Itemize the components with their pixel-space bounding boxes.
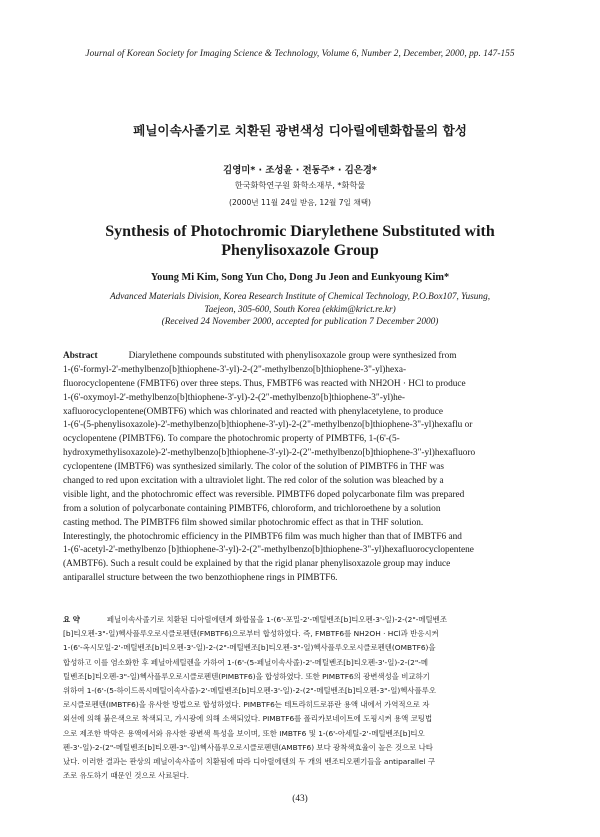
title-korean: 페닐이속사졸기로 치환된 광변색성 디아릴에텐화합물의 합성 xyxy=(133,123,467,138)
journal-header: Journal of Korean Society for Imaging Science & Technology, Volume 6, Number 2, December, 2000, pp. 147-155 xyxy=(85,49,515,59)
korean-abstract-line: 틸벤조[b]티오펜-3"-일)헥사플루오로시클로펜텐(PIMBTF6)을 합성하였다. 또한 PIMBTF6의 광변색성을 비교하기 xyxy=(63,671,430,681)
affiliation-line: Taejeon, 305-600, South Korea (ekkim@krict.re.kr) xyxy=(204,304,396,315)
abstract-line: casting method. The PIMBTF6 film showed similar photochromic effect as that in THF solution. xyxy=(63,517,424,528)
affiliation-english xyxy=(0,291,600,329)
abstract-line: xafluorocyclopentene(OMBTF6) which was chlorinated and reacted with phenylacetylene, to produce xyxy=(63,406,444,417)
abstract-line: 1-(6'-(5-phenylisoxazole)-2'-methylbenzo[b]thiophene-3'-yl)-2-(2"-methylbenzo[b]thiophene-3"-yl)hexaflu or xyxy=(63,420,473,431)
korean-abstract-line: 으로 제조한 박막은 용액에서와 유사한 광변색 특성을 보이며, 또한 IMBTF6 및 1-(6'-아세틸-2'-메틸벤조[b]티오 xyxy=(63,728,425,738)
abstract-line: from a solution of polycarbonate containing PIMBTF6, chloroform, and trichloroethene by a solution xyxy=(63,503,441,514)
korean-abstract-line-text: 페닐이속사졸기로 치환된 디아릴에텐계 화합물을 1-(6'-포밀-2'-메틸벤조[b]티오펜-3'-일)-2-(2"-메틸벤조 xyxy=(106,615,447,624)
korean-abstract-section xyxy=(63,613,538,783)
title-english xyxy=(0,222,600,260)
abstract-line: fluorocyclopentene (FMBTF6) over three steps. Thus, FMBTF6 was reacted with NH2OH · HCl to produce xyxy=(63,378,466,389)
abstract-line: hydroxymethylisoxazole)-2'-methylbenzo[b]thiophene-3'-yl)-2-(2"-methylbenzo[b]thiophene-3"-yl)hexafluoro xyxy=(63,448,476,459)
received-date-english: (Received 24 November 2000, accepted for publication 7 December 2000) xyxy=(161,317,439,328)
abstract-line: cyclopentene (IMBTF6) was synthesized similarly. The color of the solution of PIMBTF6 in THF was xyxy=(63,462,444,473)
korean-abstract-line: 외선에 의해 붉은색으로 착색되고, 가시광에 의해 소색되었다. PIMBTF6를 폴리카보네이트에 도핑시켜 용액 코팅법 xyxy=(63,714,433,724)
abstract-line: Interestingly, the photochromic efficiency in the PIMBTF6 film was much higher than that of IMBTF6 and xyxy=(63,531,462,542)
yoyak-label: 요 약 xyxy=(63,615,80,624)
korean-abstract-line: 로시클로펜텐(IMBTF6)을 유사한 방법으로 합성하였다. PIMBTF6는 테트라히드로퓨란 용액 내에서 가역적으로 자 xyxy=(63,700,430,710)
abstract-line: antiparallel structure between the two benzothiophene rings in PIMBTF6. xyxy=(63,573,338,584)
korean-abstract-line: 펜-3'-일)-2-(2"-메틸벤조[b]티오펜-3"-일)헥사플루오로시클로펜텐(AMBTF6) 보다 광착색효율이 높은 것으로 나타 xyxy=(63,742,433,752)
korean-abstract-line xyxy=(63,613,538,627)
abstract-line: 1-(6'-acetyl-2'-methylbenzo [b]thiophene-3'-yl)-2-(2"-methylbenzo[b]thiophene-3"-yl)hexafluorocyclopentene xyxy=(63,545,474,556)
korean-abstract-line: [b]티오펜-3"-일)헥사플루오로시클로펜텐(FMBTF6)으로부터 합성하였다. 즉, FMBTF6를 NH2OH · HCl과 반응시켜 xyxy=(63,629,439,639)
title-english-line: Synthesis of Photochromic Diarylethene Substituted with xyxy=(105,223,495,240)
affiliation-korean: 한국화학연구원 화학소재부, *화학물 xyxy=(234,180,366,190)
received-date-korean: (2000년 11월 24일 받음, 12월 7일 채택) xyxy=(229,198,371,207)
korean-abstract-line: 합성하고 이를 염소화한 후 페닐아세틸렌을 가하여 1-(6'-(5-페닐이속사졸)-2'-메틸벤조[b]티오펜-3'-일)-2-(2"-메 xyxy=(63,657,429,667)
abstract-line: 1-(6'-formyl-2'-methylbenzo[b]thiophene-3'-yl)-2-(2"-methylbenzo[b]thiophene-3"-yl)hexa- xyxy=(63,364,407,375)
korean-abstract-line: 조로 유도하기 때문인 것으로 사료된다. xyxy=(63,771,189,781)
abstract-line: visible light, and the photochromic effect was reversible. PIMBTF6 doped polycarbonate film was prepared xyxy=(63,489,465,500)
page-number: (43) xyxy=(292,794,308,804)
abstract-line-text: Diarylethene compounds substituted with phenylisoxazole group were synthesized from xyxy=(128,351,457,361)
abstract-line: (AMBTF6). Such a result could be explained by that the rigid planar phenylisoxazole group may induce xyxy=(63,559,451,570)
title-english-line: Phenylisoxazole Group xyxy=(221,242,379,259)
korean-abstract-line: 위하여 1-(6'-(5-하이드록시메틸이속사졸)-2'-메틸벤조[b]티오펜-3'-일)-2-(2"-메틸벤조[b]티오펜-3"-일)헥사플루오 xyxy=(63,685,436,695)
abstract-line: ocyclopentene (PIMBTF6). To compare the photochromic property of PIMBTF6, 1-(6'-(5- xyxy=(63,434,400,445)
korean-abstract-line: 났다. 이러한 결과는 판상의 페닐이속사졸이 치환됨에 따라 디아릴에텐의 두 개의 벤조티오펜기들을 antiparallel 구 xyxy=(63,756,436,766)
korean-abstract-line: 1-(6'-옥시모일-2'-메틸벤조[b]티오펜-3'-일)-2-(2"-메틸벤조[b]티오펜-3"-일)헥사플루오로시클로펜텐(OMBTF6)을 xyxy=(63,643,436,653)
authors-korean: 김영미* · 조성윤 · 전동주* · 김은경* xyxy=(223,165,377,176)
affiliation-line: Advanced Materials Division, Korea Research Institute of Chemical Technology, P.O.Box107, Yusung, xyxy=(109,292,491,302)
abstract-label: Abstract xyxy=(63,351,98,361)
abstract-line xyxy=(63,350,538,364)
abstract-line: 1-(6'-oxymoyl-2'-methylbenzo[b]thiophene-3'-yl)-2-(2"-methylbenzo[b]thiophene-3"-yl)he- xyxy=(63,392,406,403)
abstract-line: changed to red upon excitation with a ultraviolet light. The red color of the solution was bleached by a xyxy=(63,476,444,487)
abstract-section xyxy=(63,350,538,586)
authors-english: Young Mi Kim, Song Yun Cho, Dong Ju Jeon and Eunkyoung Kim* xyxy=(150,272,450,283)
